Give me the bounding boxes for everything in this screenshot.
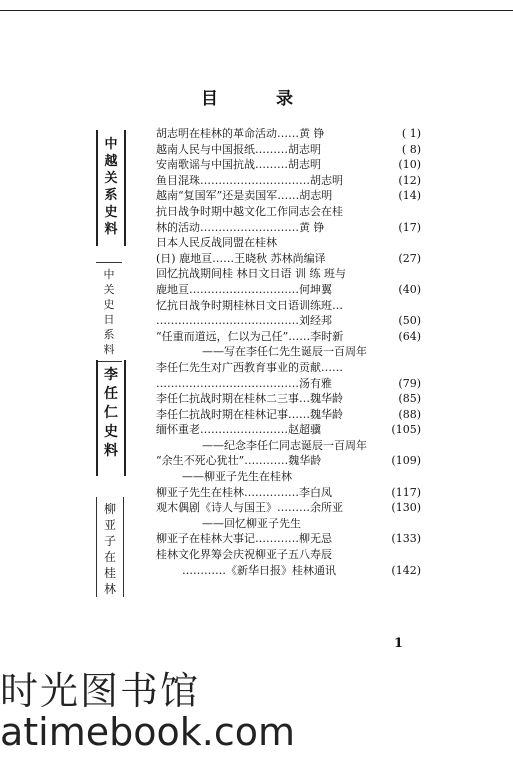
toc-entry-text: ——写在李任仁先生诞辰一百周年 <box>202 345 367 359</box>
toc-entry <box>156 313 421 329</box>
toc-entry-text: 李任仁先生对广西教育事业的贡献…… <box>156 360 343 374</box>
toc-entry <box>156 563 421 579</box>
toc-entry-page: (14) <box>398 189 421 203</box>
toc-entry-text: 观木偶剧《诗人与国王》………余所亚 <box>156 501 343 515</box>
toc-entry-text: 李任仁抗战时期在桂林记事……魏华龄 <box>156 407 343 421</box>
toc-entry <box>156 282 421 298</box>
toc-entry-text: 越南人民与中国报纸………胡志明 <box>156 142 321 156</box>
toc-entry <box>156 516 421 532</box>
toc-entry-page: (88) <box>398 407 421 421</box>
toc-entry <box>156 157 421 173</box>
toc-entry-page: (10) <box>398 158 421 172</box>
toc-entry <box>156 188 421 204</box>
page-number: 1 <box>394 636 404 651</box>
toc-entry-page: (142) <box>391 563 421 577</box>
toc-entry-text: 回忆抗战期间桂 林日文日语 训 练 班与 <box>156 267 346 281</box>
toc-entry <box>156 469 421 485</box>
toc-entry <box>156 376 421 392</box>
toc-entry-text: 李任仁抗战时期在桂林二三事…魏华龄 <box>156 392 343 406</box>
toc-entry-text: 抗日战争时期中越文化工作同志会在桂 <box>156 204 343 218</box>
toc-entry <box>156 251 421 267</box>
label-b-right-col: 日 系 料 <box>103 313 115 356</box>
toc-entry <box>156 173 421 189</box>
toc-entry-page: (109) <box>391 454 421 468</box>
label-b-left-col: 中 关 史 <box>103 268 115 311</box>
toc-entry <box>156 360 421 376</box>
toc-entry-text: 胡志明在桂林的革命活动……黄 铮 <box>156 127 325 140</box>
toc-entry-page: (17) <box>398 220 421 234</box>
toc-entry-text: ——柳亚子先生在桂林 <box>182 470 292 484</box>
toc-entry <box>156 438 421 454</box>
toc-entry <box>156 220 421 236</box>
toc-entry-page: (27) <box>398 251 421 265</box>
toc-entry <box>156 500 421 516</box>
toc-entry-text: ——回忆柳亚子先生 <box>202 516 301 530</box>
toc-entry-text: 桂林文化界筹会庆祝柳亚子五八寿辰 <box>156 548 332 562</box>
toc-entry <box>156 142 421 158</box>
toc-entry-text: …………《新华日报》桂林通讯 <box>182 563 336 577</box>
toc-entry-page: ( 8) <box>401 142 421 156</box>
table-of-contents <box>156 126 421 578</box>
toc-entry-page: (133) <box>391 532 421 546</box>
toc-entry-text: …………………………………汤有雅 <box>156 376 332 390</box>
toc-entry-text: (日) 鹿地亘……王晓秋 苏林尚编译 <box>156 251 326 265</box>
toc-entry-text: “任重而道远，仁以为己任”……李时新 <box>156 329 344 343</box>
toc-entry <box>156 204 421 220</box>
toc-entry <box>156 391 421 407</box>
toc-entry-text: 鹿地亘…………………………何坤翼 <box>156 282 332 296</box>
toc-entry-text: ——纪念李任仁同志诞辰一百周年 <box>202 438 367 452</box>
toc-entry <box>156 235 421 251</box>
watermark-title: 时光图书馆 <box>0 669 201 713</box>
toc-entry <box>156 485 421 501</box>
toc-entry <box>156 407 421 423</box>
toc-entry-text: …………………………………刘经邦 <box>156 314 332 328</box>
section-label-li-renren: 李 任 仁 史 料 <box>96 360 126 476</box>
toc-entry <box>156 531 421 547</box>
toc-entry-text: 忆抗日战争时期桂林日文日语训练班… <box>156 298 343 312</box>
toc-entry-page: (64) <box>398 329 421 343</box>
toc-entry-text: 日本人民反战同盟在桂林 <box>156 236 277 250</box>
toc-entry <box>156 547 421 563</box>
toc-entry <box>156 453 421 469</box>
toc-entry-page: (12) <box>398 173 421 187</box>
toc-entry-text: 越南“复国军”还是卖国军……胡志明 <box>156 189 333 203</box>
toc-entry-text: 柳亚子先生在桂林……………李白凤 <box>156 485 332 499</box>
toc-entry <box>156 329 421 345</box>
toc-entry-page: (105) <box>391 423 421 437</box>
toc-entry-text: 鱼目混珠…………………………胡志明 <box>156 173 343 187</box>
toc-entry-page: ( 1) <box>401 127 421 140</box>
toc-entry-text: 缅怀重老……………………赵超骥 <box>156 423 321 437</box>
toc-entry-page: (40) <box>398 282 421 296</box>
toc-entry <box>156 126 421 142</box>
toc-entry <box>156 266 421 282</box>
toc-entry <box>156 344 421 360</box>
toc-entry-page: (117) <box>391 485 421 499</box>
toc-entry <box>156 298 421 314</box>
top-rule <box>0 10 513 11</box>
toc-entry-page: (50) <box>398 314 421 328</box>
toc-entry-page: (130) <box>391 501 421 515</box>
toc-entry-text: 林的活动………………………黄 铮 <box>156 220 325 234</box>
section-label-sino-japan <box>96 262 122 356</box>
watermark-url: atimebook.com <box>0 710 296 754</box>
section-label-sino-vietnam: 中 越 关 系 史 料 <box>96 130 126 246</box>
toc-entry-page: (79) <box>398 376 421 390</box>
toc-entry-text: “余生不死心犹壮”…………魏华龄 <box>156 454 322 468</box>
section-label-liu-yazi: 柳 亚 子 在 桂 林 <box>96 497 124 597</box>
toc-entry-text: 安南歌谣与中国抗战………胡志明 <box>156 158 321 172</box>
toc-entry-page: (85) <box>398 392 421 406</box>
toc-entry <box>156 422 421 438</box>
toc-entry-text: 柳亚子在桂林大事记…………柳无忌 <box>156 532 332 546</box>
page-title: 目 录 <box>201 89 319 109</box>
